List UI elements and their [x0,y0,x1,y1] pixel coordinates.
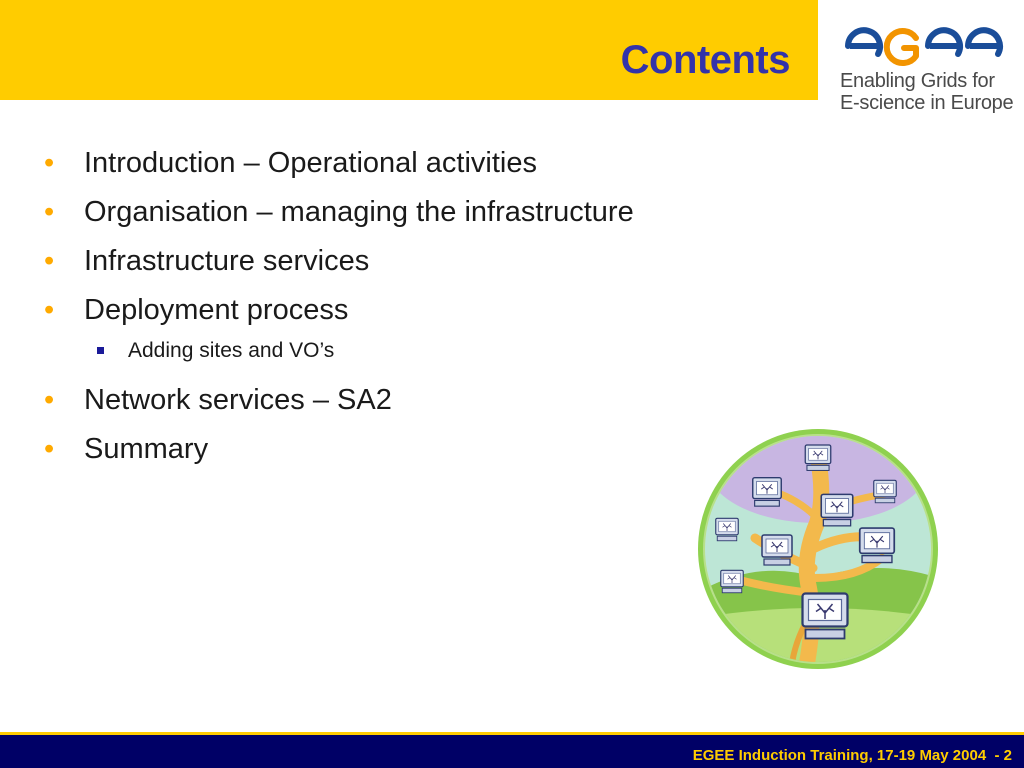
bullet-item-introduction [44,140,744,189]
bullet-dot-icon: • [44,196,55,228]
logo-tagline-line-2: E-science in Europe [840,92,1014,114]
slide-title: Contents [620,38,790,82]
bullet-item-network-services [44,377,744,426]
title-bar [0,0,818,100]
bullet-dot-icon: • [44,147,55,179]
bullet-text: Organisation – managing the infrastructure [84,196,634,228]
bullet-item-summary [44,426,744,475]
bullet-dot-icon: • [44,384,55,416]
logo-tagline-line-1: Enabling Grids for [840,70,995,92]
bullet-text: Infrastructure services [84,245,370,277]
egee-wordmark-icon [844,24,1004,68]
bullet-text: Introduction – Operational activities [84,147,537,179]
bullet-text: Deployment process [84,294,349,326]
footer-bar [0,732,1024,768]
bullet-item-infrastructure-services [44,238,744,287]
bullet-list [44,140,744,475]
grid-tree-illustration-icon [697,428,939,670]
egee-logo [818,0,1024,120]
bullet-dot-icon: • [44,245,55,277]
square-bullet-icon [97,347,104,354]
bullet-dot-icon: • [44,433,55,465]
sub-bullet-text: Adding sites and VO’s [128,339,335,362]
bullet-item-organisation [44,189,744,238]
footer-text: EGEE Induction Training, 17-19 May 2004 - 2 [692,747,1012,764]
bullet-dot-icon: • [44,294,55,326]
bullet-text: Network services – SA2 [84,384,392,416]
sub-bullet-item-adding-sites [44,336,744,377]
bullet-text: Summary [84,433,209,465]
bullet-item-deployment-process [44,287,744,336]
